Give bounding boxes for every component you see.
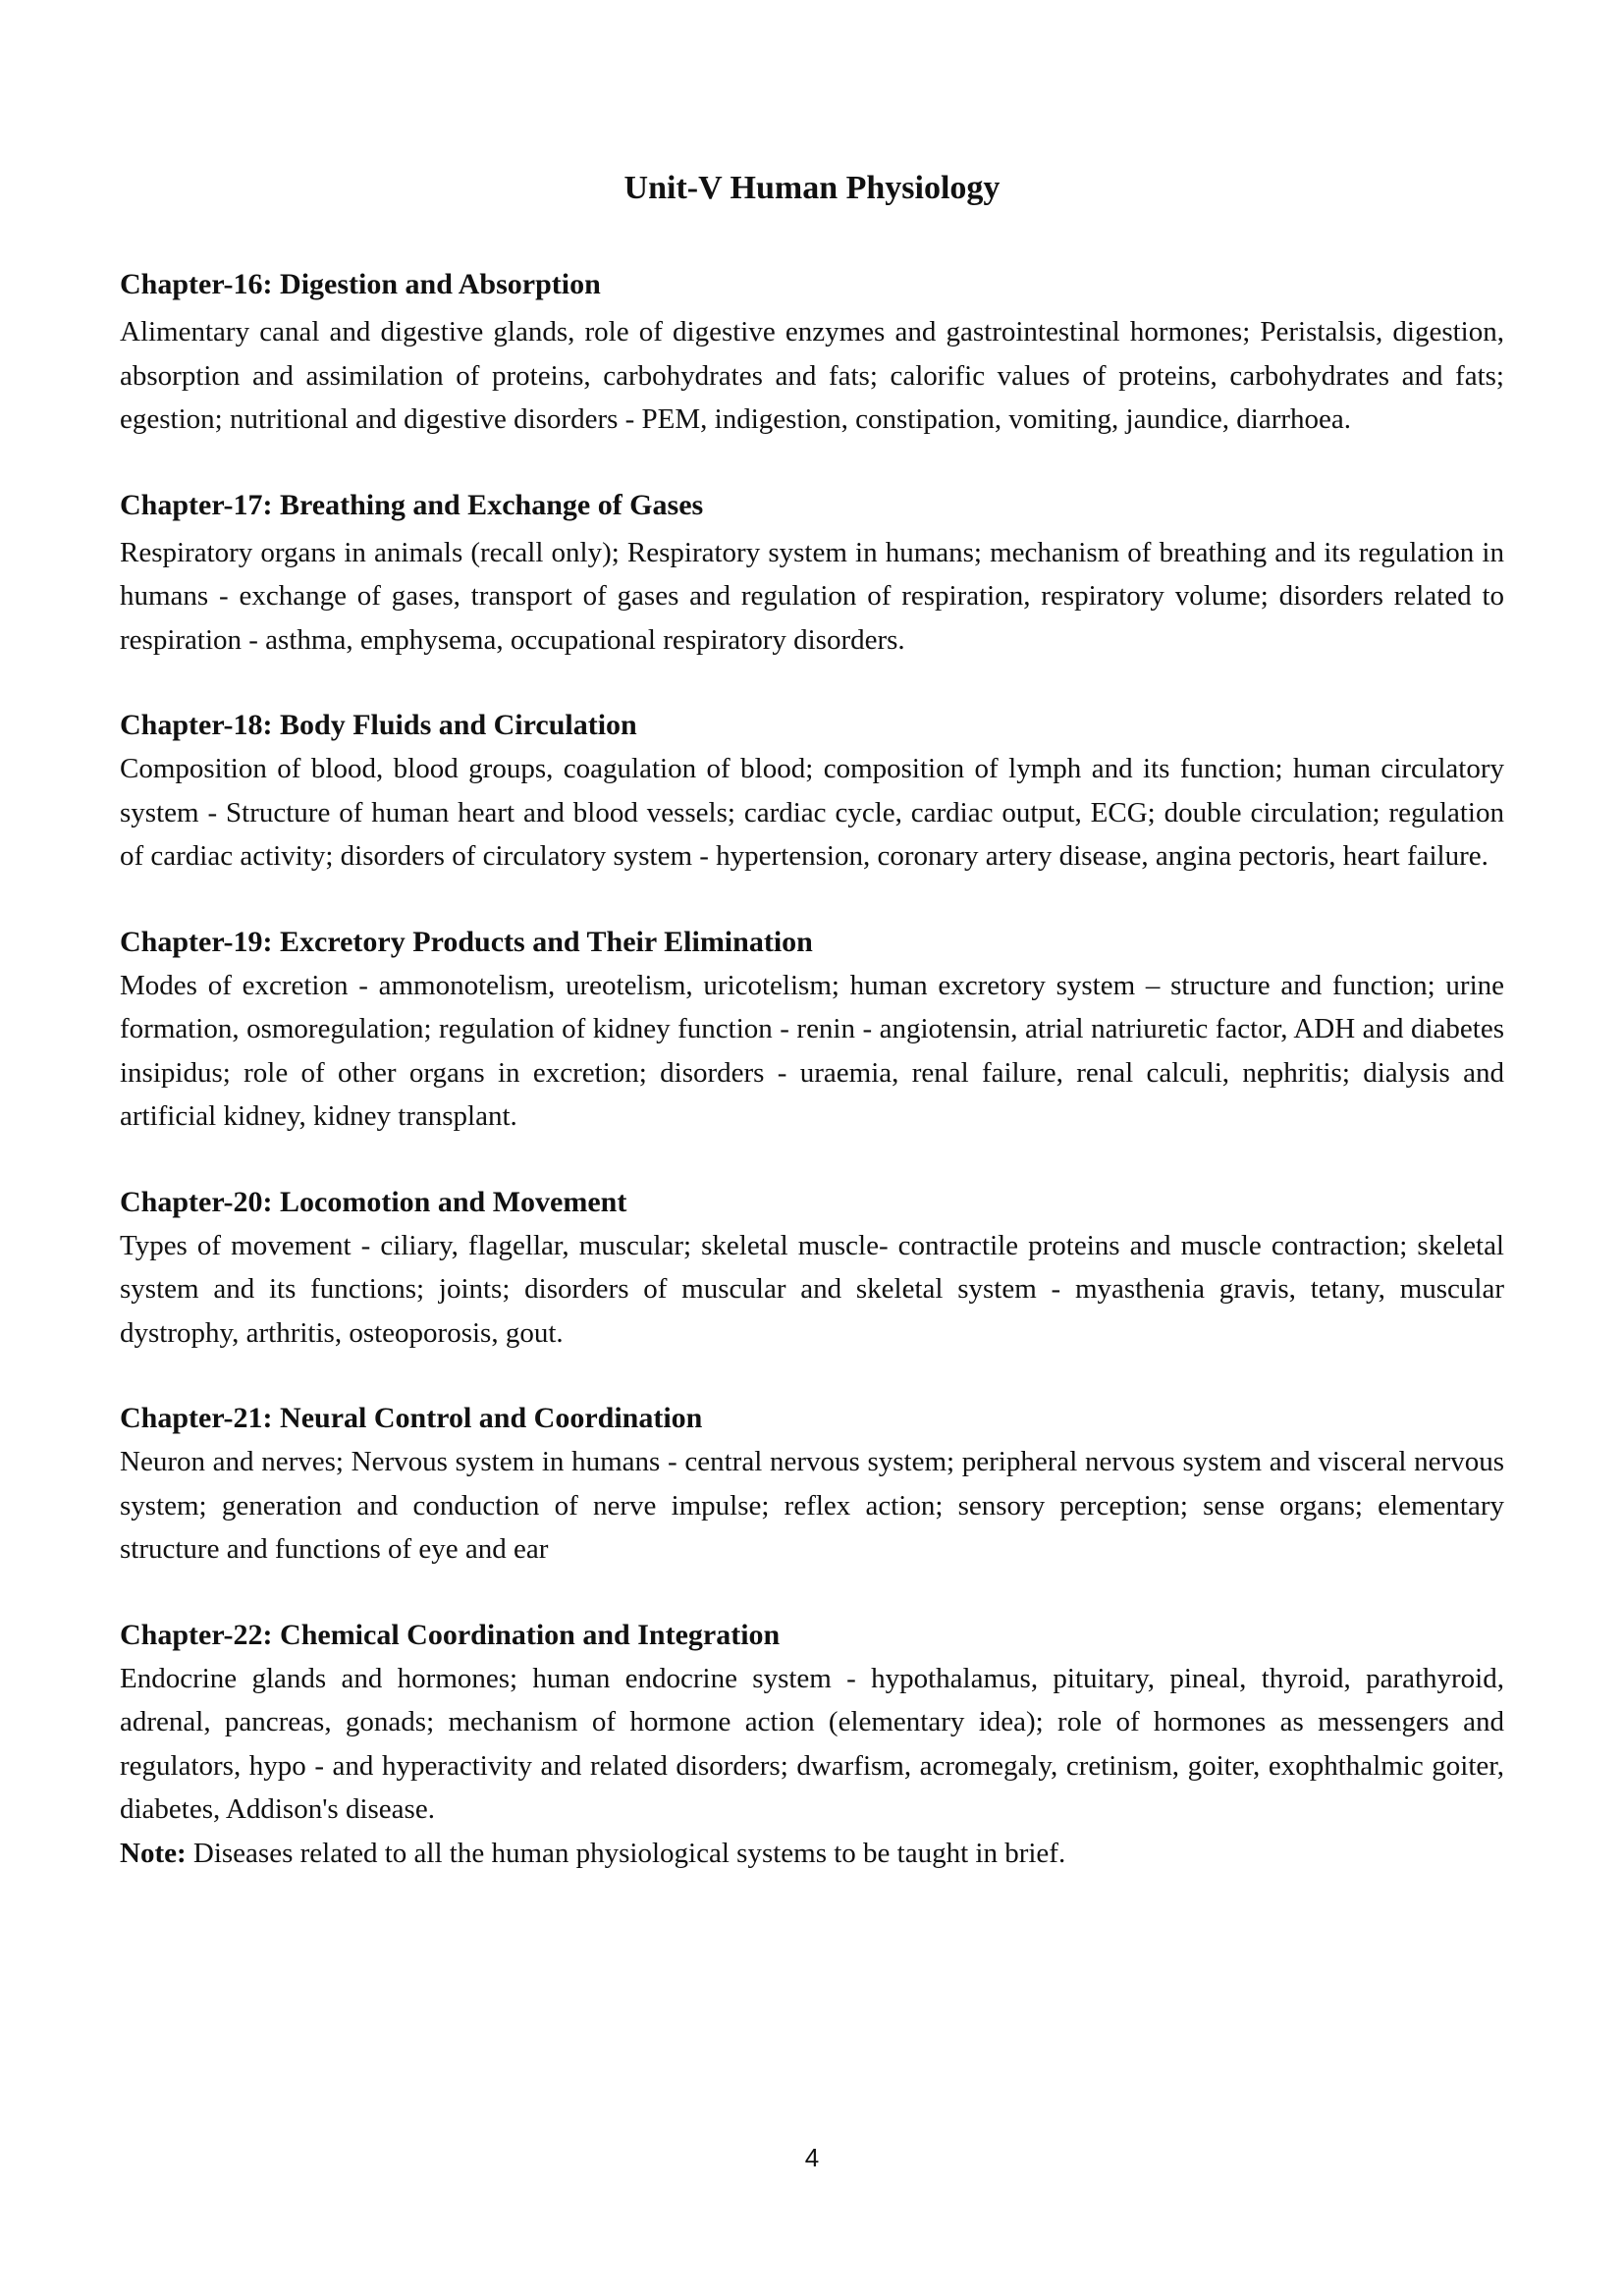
note-paragraph (120, 1832, 1504, 1876)
chapter-17-body: Respiratory organs in animals (recall only); Respiratory system in humans; mechanism of breathing and its regulation in humans - exchange of gases, transport of gases and regulation of respiration, respiratory volume; disorders related to respiration - asthma, emphysema, occupational respiratory disorders. (120, 536, 1504, 656)
chapter-16-body: Alimentary canal and digestive glands, role of digestive enzymes and gastrointestinal hormones; Peristalsis, digestion, absorption and assimilation of proteins, carbohydrates and fats; calorific values of proteins, carbohydrates and fats; egestion; nutritional and digestive disorders - PEM, indigestion, constipation, vomiting, jaundice, diarrhoea. (120, 316, 1504, 435)
chapter-20-body: Types of movement - ciliary, flagellar, muscular; skeletal muscle- contractile proteins and muscle contraction; skeletal system and its functions; joints; disorders of muscular and skeletal system - myasthenia gravis, tetany, muscular dystrophy, arthritis, osteoporosis, gout. (120, 1229, 1504, 1349)
chapter-19-body: Modes of excretion - ammonotelism, ureotelism, uricotelism; human excretory system – structure and function; urine formation, osmoregulation; regulation of kidney function - renin - angiotensin, atrial natriuretic factor, ADH and diabetes insipidus; role of other organs in excretion; disorders - uraemia, renal failure, renal calculi, nephritis; dialysis and artificial kidney, kidney transplant. (120, 969, 1504, 1132)
chapter-21-body: Neuron and nerves; Nervous system in humans - central nervous system; peripheral nervous system and visceral nervous system; generation and conduction of nerve impulse; reflex action; sensory perception; sense organs; elementary structure and functions of eye and ear (120, 1446, 1504, 1565)
chapter-20-section (120, 1181, 1504, 1356)
chapter-19-title: Chapter-19: Excretory Products and Their Elimination (120, 925, 813, 958)
chapter-21-title: Chapter-21: Neural Control and Coordination (120, 1402, 703, 1434)
chapter-18-section (120, 704, 1504, 879)
chapter-17-section (120, 484, 1504, 663)
note-label: Note: (120, 1837, 187, 1869)
chapter-18-title: Chapter-18: Body Fluids and Circulation (120, 709, 637, 741)
chapter-22-title: Chapter-22: Chemical Coordination and Integration (120, 1618, 781, 1651)
chapter-21-section (120, 1397, 1504, 1572)
chapter-19-section (120, 921, 1504, 1139)
syllabus-content (120, 263, 1504, 1875)
chapter-17-title: Chapter-17: Breathing and Exchange of Gases (120, 488, 704, 521)
chapter-16-title: Chapter-16: Digestion and Absorption (120, 268, 601, 300)
chapter-16-section (120, 263, 1504, 442)
note-text: Diseases related to all the human physiological systems to be taught in brief. (186, 1837, 1066, 1869)
chapter-22-body: Endocrine glands and hormones; human endocrine system - hypothalamus, pituitary, pineal, thyroid, parathyroid, adrenal, pancreas, gonads; mechanism of hormone action (elementary idea); role of hormones as messengers and regulators, hypo - and hyperactivity and related disorders; dwarfism, acromegaly, cretinism, goiter, exophthalmic goiter, diabetes, Addison's disease. (120, 1662, 1504, 1825)
chapter-22-section (120, 1614, 1504, 1876)
chapter-20-title: Chapter-20: Locomotion and Movement (120, 1185, 627, 1218)
page-number: 4 (804, 2143, 820, 2172)
unit-title: Unit-V Human Physiology (623, 170, 1001, 206)
chapter-18-body: Composition of blood, blood groups, coagulation of blood; composition of lymph and its function; human circulatory system - Structure of human heart and blood vessels; cardiac cycle, cardiac output, ECG; double circulation; regulation of cardiac activity; disorders of circulatory system - hypertension, coronary artery disease, angina pectoris, heart failure. (120, 753, 1504, 872)
